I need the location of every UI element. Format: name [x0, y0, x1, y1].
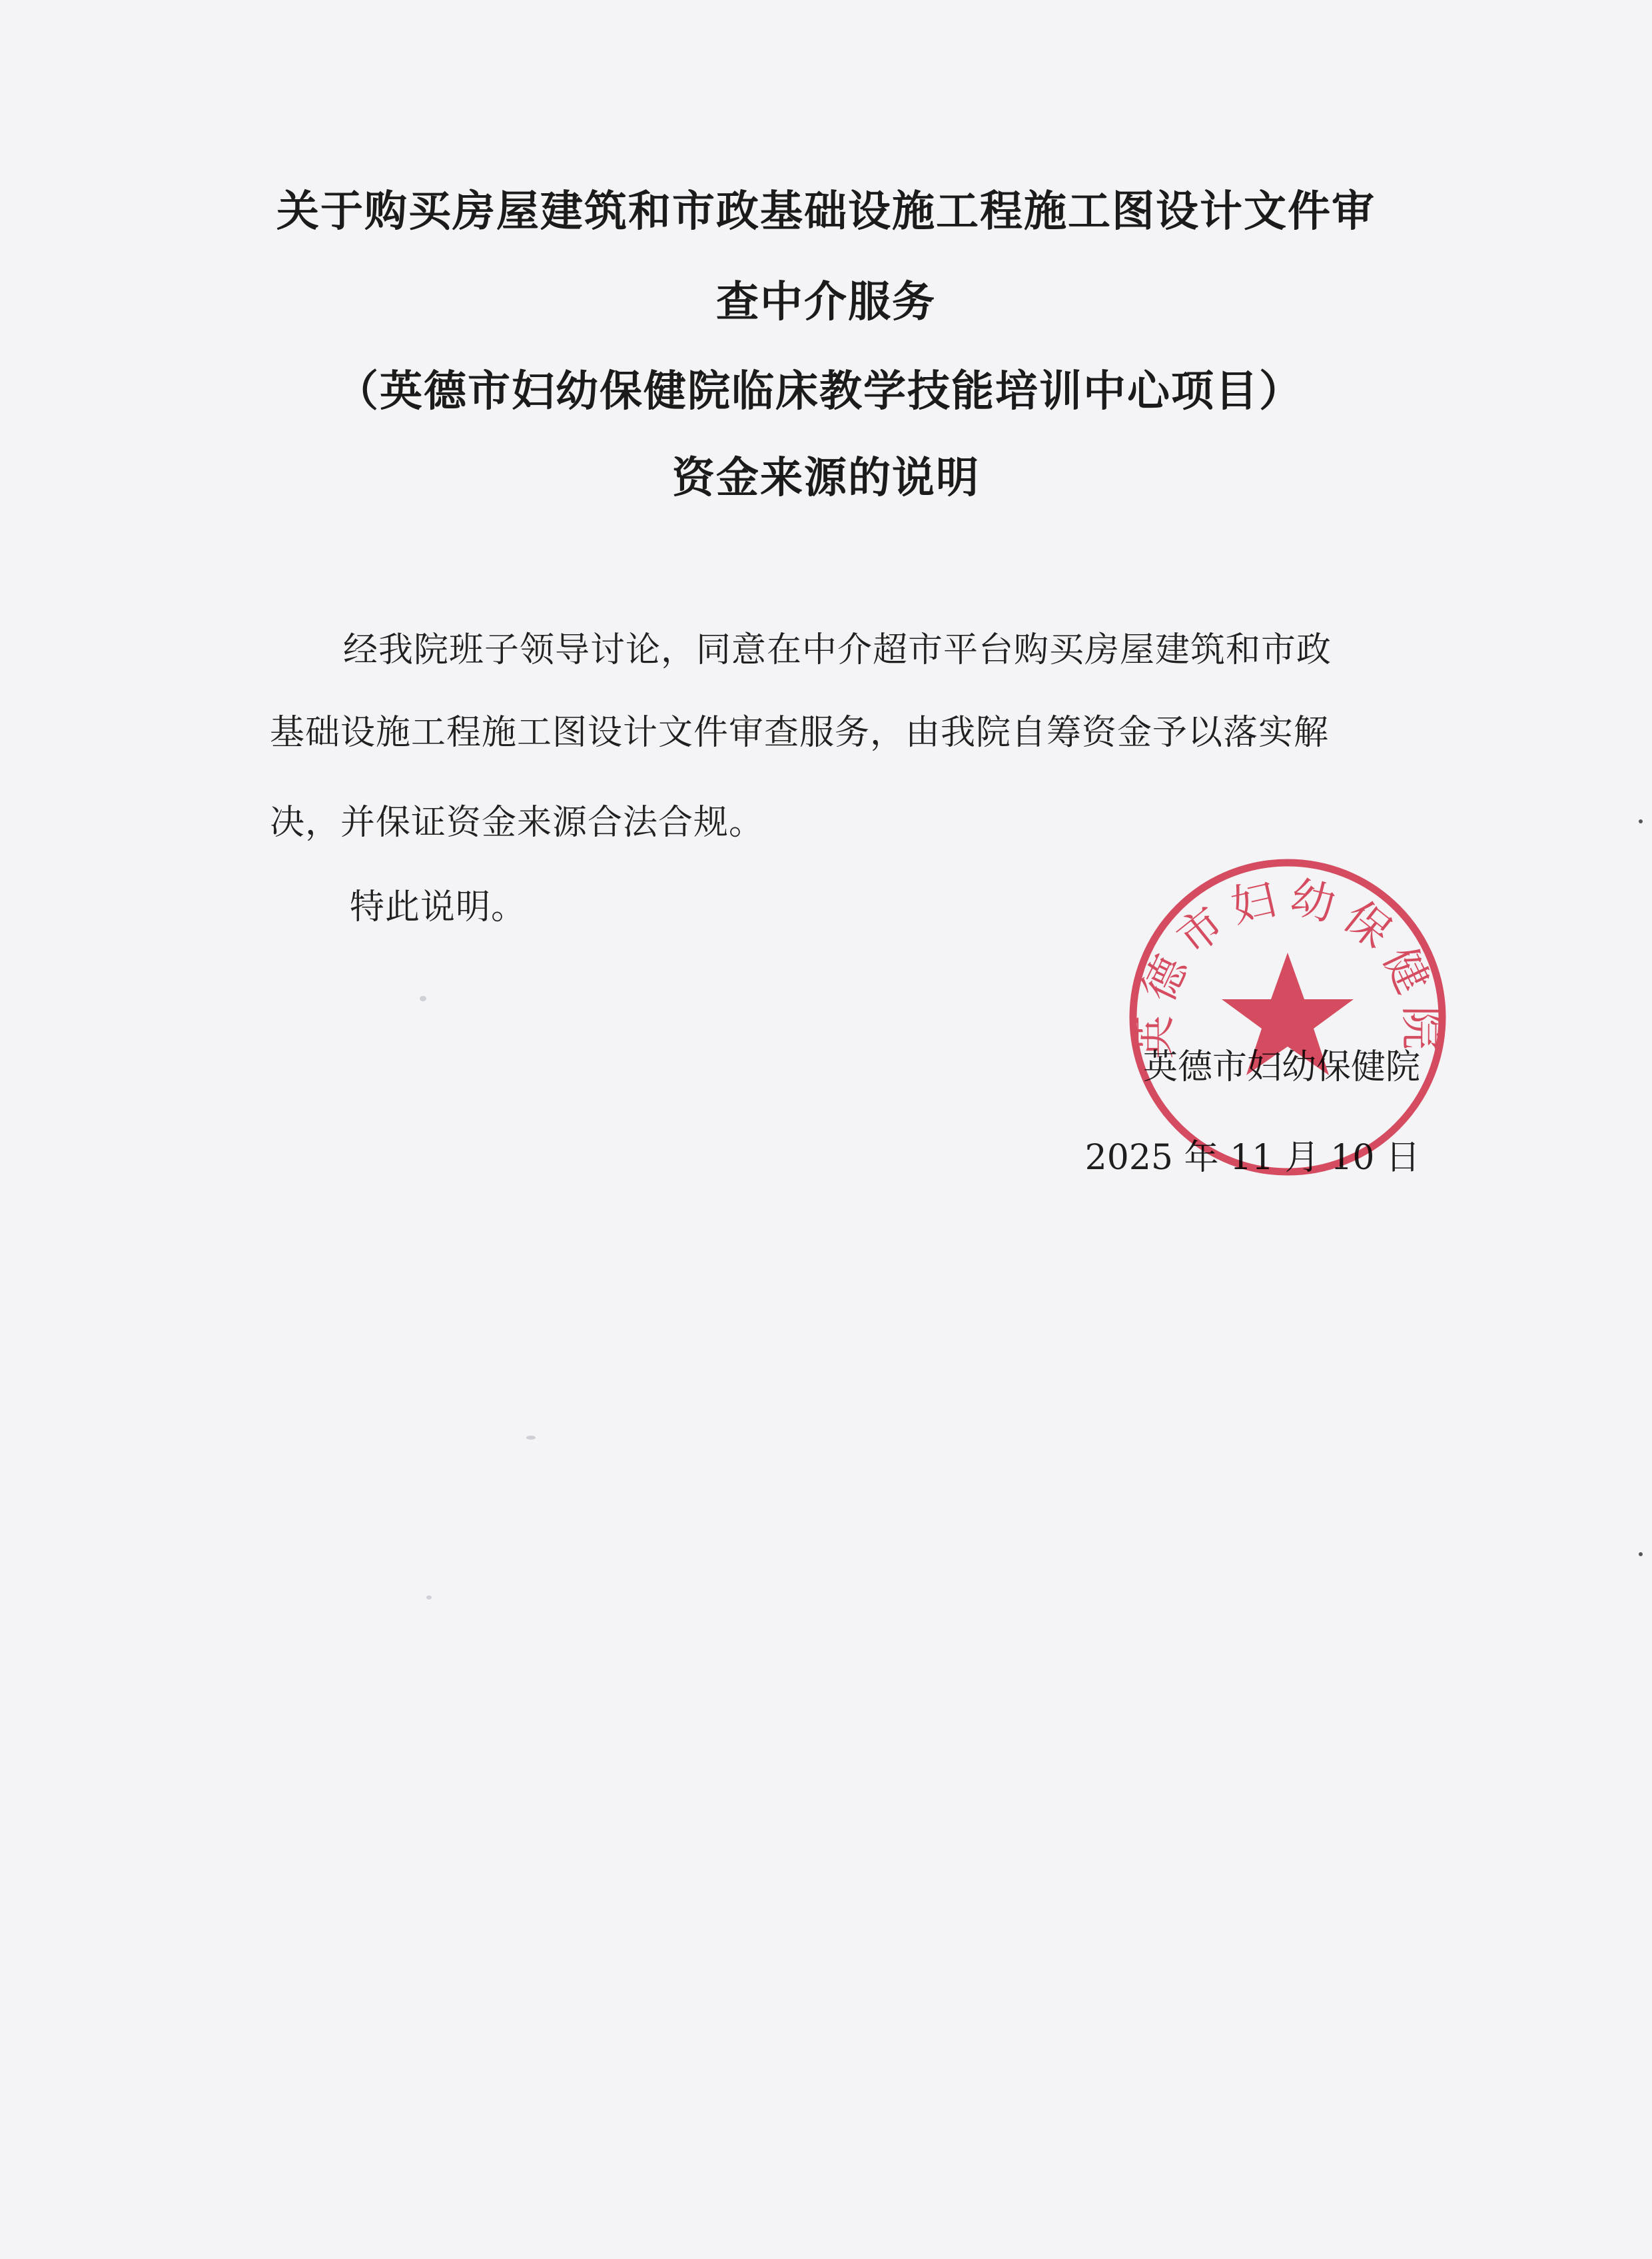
- scan-speck: [1639, 1552, 1643, 1556]
- scan-speck: [420, 996, 426, 1001]
- body-line-1: 经我院班子领导讨论，同意在中介超市平台购买房屋建筑和市政: [343, 630, 1332, 670]
- official-seal-icon: [1124, 854, 1451, 1180]
- title-line-2: 查中介服务: [716, 278, 936, 327]
- scan-speck: [426, 1595, 432, 1599]
- scan-speck: [1639, 819, 1643, 823]
- signer-name: 英德市妇幼保健院: [1142, 1047, 1420, 1087]
- seal-text: 英德市妇幼保健院: [1128, 871, 1447, 1060]
- title-line-3: （英德市妇幼保健院临床教学技能培训中心项目）: [336, 367, 1303, 416]
- signature-date: 2025 年 11 月 10 日: [1084, 1138, 1420, 1178]
- body-line-4: 特此说明。: [350, 887, 527, 927]
- scan-speck: [526, 1436, 536, 1440]
- title-line-4: 资金来源的说明: [672, 454, 980, 503]
- seal-star: [1222, 953, 1354, 1075]
- title-line-1: 关于购买房屋建筑和市政基础设施工程施工图设计文件审: [276, 187, 1376, 236]
- body-line-3: 决，并保证资金来源合法合规。: [270, 803, 765, 843]
- body-line-2: 基础设施工程施工图设计文件审查服务，由我院自筹资金予以落实解: [270, 713, 1330, 753]
